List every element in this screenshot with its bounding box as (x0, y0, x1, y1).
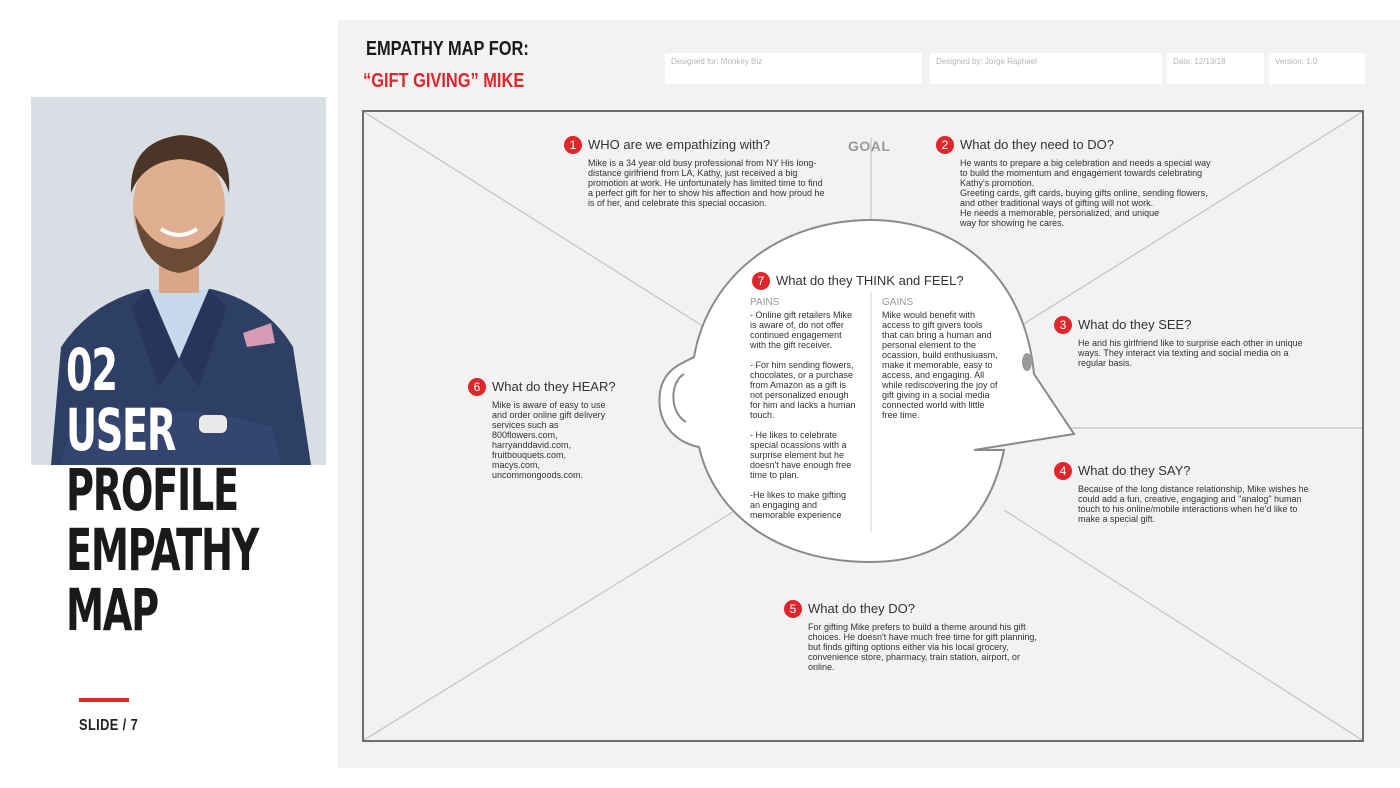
section-heading: WHO are we empathizing with? (588, 137, 771, 152)
slide-title-line: MAP (66, 576, 158, 644)
date-field[interactable]: Date: 12/13/18 (1167, 53, 1264, 84)
section-body: He wants to prepare a big celebration and needs a special way to build the momentum and engagement towards celebrating Kathy's promotion. Greeting cards, gift cards, buying gifts online, sending flowers, and other traditional ways of gifting will not work. He needs a memorable, personalized, and unique way for showing he cares. (960, 158, 1211, 228)
gains-column (882, 298, 1012, 420)
slide-number: SLIDE / 7 (79, 717, 139, 734)
gains-heading: GAINS (882, 297, 914, 308)
slide-title-line: EMPATHY (66, 516, 259, 584)
designed-for-field[interactable]: Designed for: Monkey Biz (665, 53, 922, 84)
section-heading: What do they HEAR? (492, 379, 616, 394)
pains-heading: PAINS (750, 297, 780, 308)
version-field[interactable]: Version: 1.0 (1269, 53, 1365, 84)
accent-divider (79, 698, 129, 702)
section-think-feel (752, 272, 1012, 294)
section-heading: What do they need to DO? (960, 137, 1114, 152)
section-do (784, 600, 1064, 672)
section-hear (468, 378, 658, 480)
section-number-badge: 4 (1054, 462, 1072, 480)
section-body: Mike is aware of easy to use and order online gift delivery services such as 800flowers.com, harryanddavid.com, fruitbouquets.com, macys.com, uncommongoods.com. (492, 400, 606, 480)
section-heading: What do they THINK and FEEL? (776, 273, 964, 288)
section-body: Mike is a 34 year old busy professional from NY His long- distance girlfriend from LA, Kathy, just received a big promotion at work. He unfortunately has limited time to find a perfect gift for her to show his affection and how proud he is of her, and celebrate this special occasion. (588, 158, 825, 208)
section-number-badge: 3 (1054, 316, 1072, 334)
pains-column (750, 298, 866, 520)
section-who (564, 136, 844, 208)
slide-title-line: PROFILE (66, 456, 238, 524)
section-need-to-do (936, 136, 1216, 228)
section-see (1054, 316, 1334, 368)
gains-body: Mike would benefit with access to gift givers tools that can bring a human and personal element to the ocassion, build enthusiuasm, make it memorable, easy to access, and engaging. All while rediscovering the joy of gift giving in a social media connected world with little free time. (882, 310, 998, 420)
section-number-badge: 5 (784, 600, 802, 618)
pains-body: - Online gift retailers Mike is aware of, do not offer continued engagement with the gift receiver. - For him sending flowers, chocolates, or a purchase from Amazon as a gift is not personalized enough for him and lacks a human touch. - He likes to celebrate special ocassions with a surprise element but he doesn't have enough free time to plan. -He likes to make gifting an engaging and memorable experience (750, 310, 856, 520)
section-heading: What do they DO? (808, 601, 915, 616)
section-number-badge: 6 (468, 378, 486, 396)
section-number-badge: 2 (936, 136, 954, 154)
empathy-map-board (362, 110, 1364, 742)
slide-title-line: 02 (66, 336, 117, 404)
slide-title (66, 336, 259, 644)
section-heading: What do they SEE? (1078, 317, 1192, 332)
map-subtitle: “GIFT GIVING” MIKE (363, 70, 525, 92)
section-number-badge: 7 (752, 272, 770, 290)
section-body: He and his girlfriend like to surprise each other in unique ways. They interact via texting and social media on a regular basis. (1078, 338, 1303, 368)
section-say (1054, 462, 1334, 524)
empathy-map-panel (338, 20, 1400, 768)
section-body: For gifting Mike prefers to build a theme around his gift choices. He doesn't have much free time for gift planning, but finds gifting options either via his local grocery, convenience store, pharmacy, train station, airport, or online. (808, 622, 1037, 672)
section-heading: What do they SAY? (1078, 463, 1191, 478)
goal-label: GOAL (848, 138, 891, 154)
section-number-badge: 1 (564, 136, 582, 154)
map-title: EMPATHY MAP FOR: (366, 38, 529, 60)
section-body: Because of the long distance relationship, Mike wishes he could add a fun, creative, engaging and "analog" human touch to his online/mobile interactions when he'd like to make a special gift. (1078, 484, 1309, 524)
slide-title-line: USER (66, 396, 176, 464)
designed-by-field[interactable]: Designed by: Jorge Raphael (930, 53, 1162, 84)
